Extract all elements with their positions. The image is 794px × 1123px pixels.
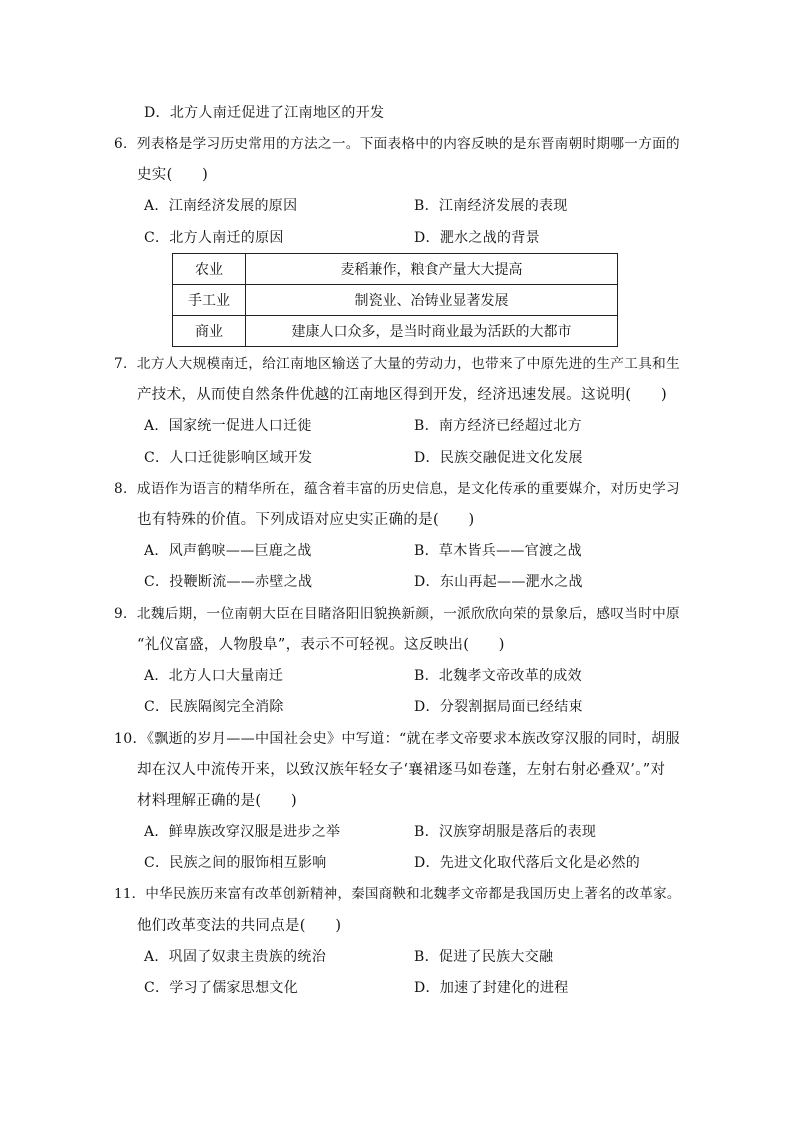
q8-stem-line1: 8．成语作为语言的精华所在，蕴含着丰富的历史信息，是文化传承的重要媒介，对历史学习 [114,481,680,497]
table-value: 麦稻兼作，粮食产量大大提高 [246,254,618,285]
q11-option-a: A．巩固了奴隶主贵族的统治 [144,949,327,965]
q9-option-c: C．民族隔阂完全消除 [144,699,284,715]
q6-option-a: A．江南经济发展的原因 [144,198,298,214]
q10-stem-line1: 10．《飘逝的岁月——中国社会史》中写道：“就在孝文帝要求本族改穿汉服的同时，胡服 [114,731,680,747]
q9-option-d: D．分裂割据局面已经结束 [414,699,583,715]
q6-stem-line2: 史实( ) [137,167,209,183]
q10-option-b: B．汉族穿胡服是落后的表现 [414,824,597,840]
q8-option-c: C．投鞭断流——赤壁之战 [144,574,313,590]
q10-stem-line3: 材料理解正确的是( ) [137,793,297,809]
table-value: 制瓷业、冶铸业显著发展 [246,285,618,316]
q8-option-d: D．东山再起——淝水之战 [414,574,583,590]
q9-stem-line2: “礼仪富盛，人物殷阜”，表示不可轻视。这反映出( ) [137,637,505,653]
q7-stem-line2: 产技术，从而使自然条件优越的江南地区得到开发，经济迅速发展。这说明( ) [137,387,667,403]
q6-stem-line1: 6．列表格是学习历史常用的方法之一。下面表格中的内容反映的是东晋南朝时期哪一方面的 [114,136,680,152]
q8-option-b: B．草木皆兵——官渡之战 [414,543,582,559]
q10-option-a: A．鲜卑族改穿汉服是进步之举 [144,824,341,840]
q6-option-d: D．淝水之战的背景 [414,230,540,246]
table-key: 农业 [173,254,246,285]
q11-stem-line2: 他们改革变法的共同点是( ) [137,918,342,934]
q6-table [172,253,618,347]
q8-stem-line2: 也有特殊的价值。下列成语对应史实正确的是( ) [137,512,475,528]
q9-option-a: A．北方人口大量南迁 [144,668,284,684]
table-value: 建康人口众多，是当时商业最为活跃的大都市 [246,316,618,347]
q7-stem-line1: 7．北方人大规模南迁，给江南地区输送了大量的劳动力，也带来了中原先进的生产工具和生 [114,356,680,372]
q10-option-c: C．民族之间的服饰相互影响 [144,855,327,871]
table-row [173,254,618,285]
q10-option-d: D．先进文化取代落后文化是必然的 [414,855,641,871]
q7-option-a: A．国家统一促进人口迁徙 [144,418,312,434]
q8-option-a: A．风声鹤唳——巨鹿之战 [144,543,312,559]
q5-option-d: D．北方人南迁促进了江南地区的开发 [144,105,385,121]
q11-stem-line1: 11．中华民族历来富有改革创新精神，秦国商鞅和北魏孝文帝都是我国历史上著名的改革家。 [114,887,681,902]
q11-option-b: B．促进了民族大交融 [414,949,554,965]
q6-option-b: B．江南经济发展的表现 [414,198,568,214]
table-key: 商业 [173,316,246,347]
q7-option-b: B．南方经济已经超过北方 [414,418,582,434]
q6-option-c: C．北方人南迁的原因 [144,230,284,246]
q10-stem-line2: 却在汉人中流传开来，以致汉族年轻女子‘襄裙逐马如卷蓬，左射右射必叠双’。”对 [137,762,666,778]
q9-option-b: B．北魏孝文帝改革的成效 [414,668,582,684]
q7-option-d: D．民族交融促进文化发展 [414,450,583,466]
table-key: 手工业 [173,285,246,316]
table-row [173,316,618,347]
q11-option-c: C．学习了儒家思想文化 [144,980,299,996]
q11-option-d: D．加速了封建化的进程 [414,980,569,996]
q7-option-c: C．人口迁徙影响区域开发 [144,450,313,466]
table-row [173,285,618,316]
q9-stem-line1: 9．北魏后期，一位南朝大臣在目睹洛阳旧貌换新颜，一派欣欣向荣的景象后，感叹当时中原 [114,606,680,622]
